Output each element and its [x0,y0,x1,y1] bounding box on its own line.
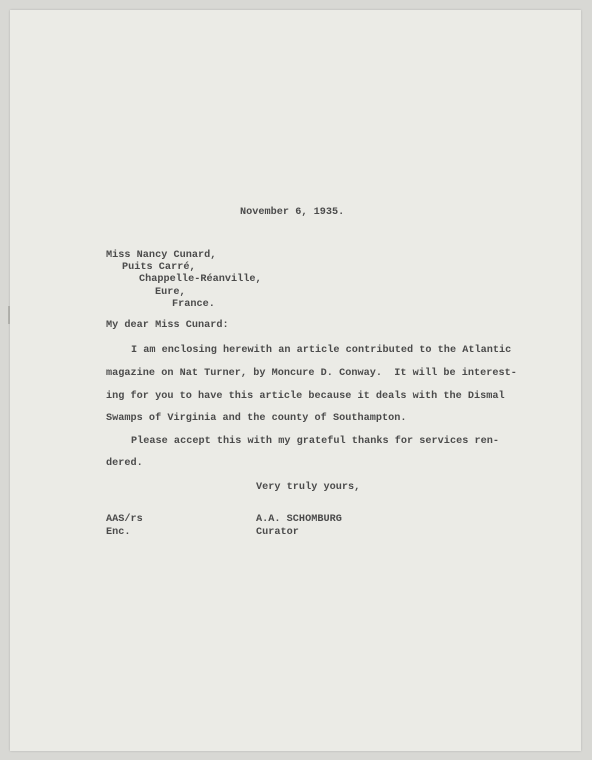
letter-date: November 6, 1935. [240,207,345,218]
body-line-3: ing for you to have this article because it deals with the Dismal [106,391,505,402]
recipient-line-5: France. [172,299,215,310]
recipient-line-4: Eure, [155,287,186,298]
signature-title: Curator [256,527,299,538]
body-line-4: Swamps of Virginia and the county of Southampton. [106,413,407,424]
reference-initials: AAS/rs [106,514,143,525]
body-line-6: dered. [106,458,143,469]
recipient-line-3: Chappelle-Réanville, [139,274,262,285]
letter-page [10,10,581,751]
body-line-2: magazine on Nat Turner, by Moncure D. Conway. It will be interest- [106,368,517,379]
signature-name: A.A. SCHOMBURG [256,514,342,525]
body-line-5: Please accept this with my grateful thanks for services ren- [131,436,500,447]
recipient-line-2: Puits Carré, [122,262,196,273]
body-line-1: I am enclosing herewith an article contributed to the Atlantic [131,345,512,356]
recipient-line-1: Miss Nancy Cunard, [106,250,217,261]
paper-edge-mark [8,306,10,324]
salutation: My dear Miss Cunard: [106,320,229,331]
enclosure-note: Enc. [106,527,131,538]
closing: Very truly yours, [256,482,361,493]
